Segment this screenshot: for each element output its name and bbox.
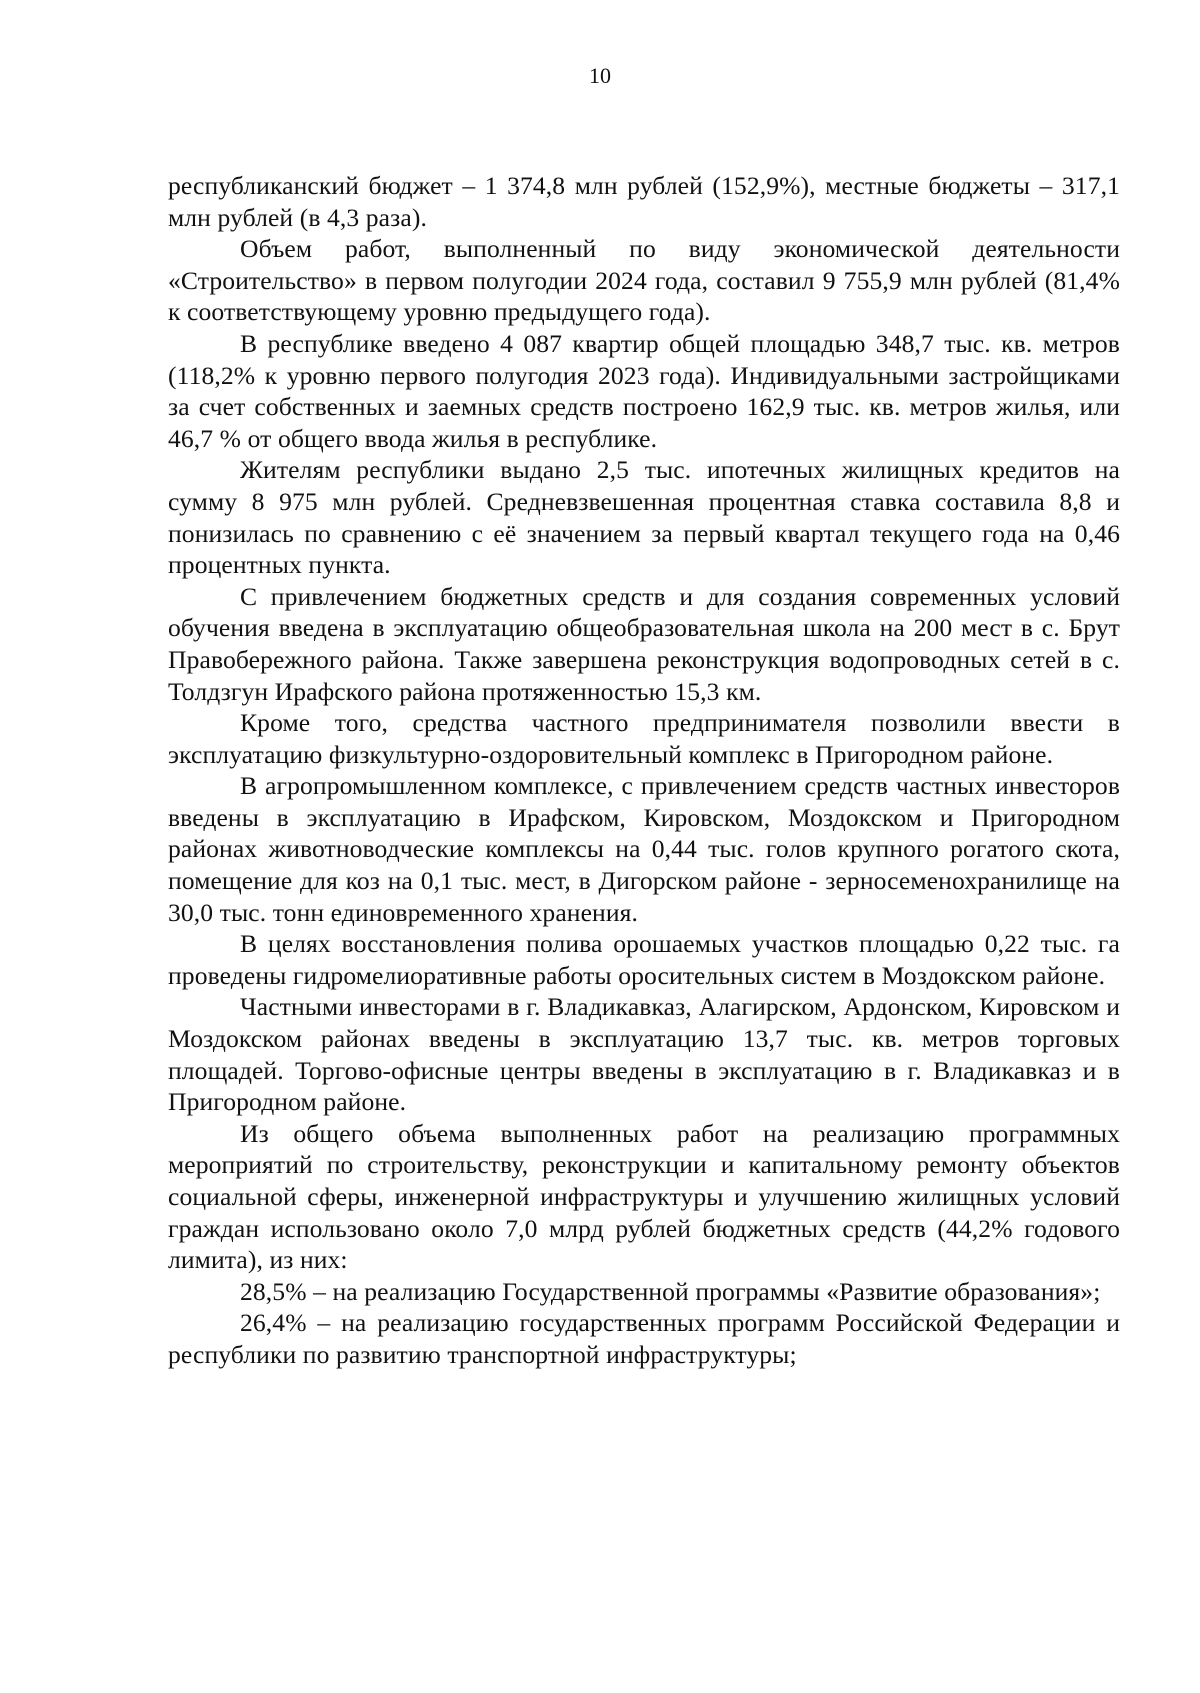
paragraph-irrigation: В целях восстановления полива орошаемых участков площадью 0,22 тыс. га проведены гидромелиоративные работы оросительных систем в Моздокском районе. [168,929,1120,990]
paragraph-mortgage: Жителям республики выдано 2,5 тыс. ипотечных жилищных кредитов на сумму 8 975 млн рублей. Средневзвешенная процентная ставка составила 8,8 и понизилась по сравнению с её значением за первый квартал текущего года на 0,46 процентных пункта. [168,455,1120,580]
page-number: 10 [589,63,611,88]
paragraph-retail: Частными инвесторами в г. Владикавказ, Алагирском, Ардонском, Кировском и Моздокском районах введены в эксплуатацию 13,7 тыс. кв. метров торговых площадей. Торгово-офисные центры введены в эксплуатацию в г. Владикавказ и в Пригородном районе. [168,992,1120,1117]
document-body [168,170,1120,1371]
paragraph-continuation: республиканский бюджет – 1 374,8 млн рублей (152,9%), местные бюджеты – 317,1 млн рублей (в 4,3 раза). [168,171,1120,232]
paragraph-transport-share: 26,4% – на реализацию государственных программ Российской Федерации и республики по развитию транспортной инфраструктуры; [168,1308,1120,1369]
paragraph-housing: В республике введено 4 087 квартир общей площадью 348,7 тыс. кв. метров (118,2% к уровню первого полугодия 2023 года). Индивидуальными застройщиками за счет собственных и заемных средств построено 162,9 тыс. кв. метров жилья, или 46,7 % от общего ввода жилья в республике. [168,328,1120,453]
paragraph-agro: В агропромышленном комплексе, с привлечением средств частных инвесторов введены в эксплуатацию в Ирафском, Кировском, Моздокском и Пригородном районах животноводческие комплексы на 0,44 тыс. голов крупного рогатого скота, помещение для коз на 0,1 тыс. мест, в Дигорском районе - зерносеменохранилище на 30,0 тыс. тонн единовременного хранения. [168,771,1120,927]
paragraph-sports-complex: Кроме того, средства частного предпринимателя позволили ввести в эксплуатацию физкультурно-оздоровительный комплекс в Пригородном районе. [168,708,1120,769]
paragraph-budget-usage: Из общего объема выполненных работ на реализацию программных мероприятий по строительству, реконструкции и капитальному ремонту объектов социальной сферы, инженерной инфраструктуры и улучшению жилищных условий граждан использовано около 7,0 млрд рублей бюджетных средств (44,2% годового лимита), из них: [168,1118,1120,1275]
paragraph-school: С привлечением бюджетных средств и для создания современных условий обучения введена в эксплуатацию общеобразовательная школа на 200 мест в с. Брут Правобережного района. Также завершена реконструкция водопроводных сетей в с. Толдзгун Ирафского района протяженностью 15,3 км. [168,581,1120,706]
paragraph-construction-volume: Объем работ, выполненный по виду экономической деятельности «Строительство» в первом полугодии 2024 года, составил 9 755,9 млн рублей (81,4% к соответствующему уровню предыдущего года). [168,234,1120,327]
paragraph-education-share: 28,5% – на реализацию Государственной программы «Развитие образования»; [240,1276,1101,1306]
